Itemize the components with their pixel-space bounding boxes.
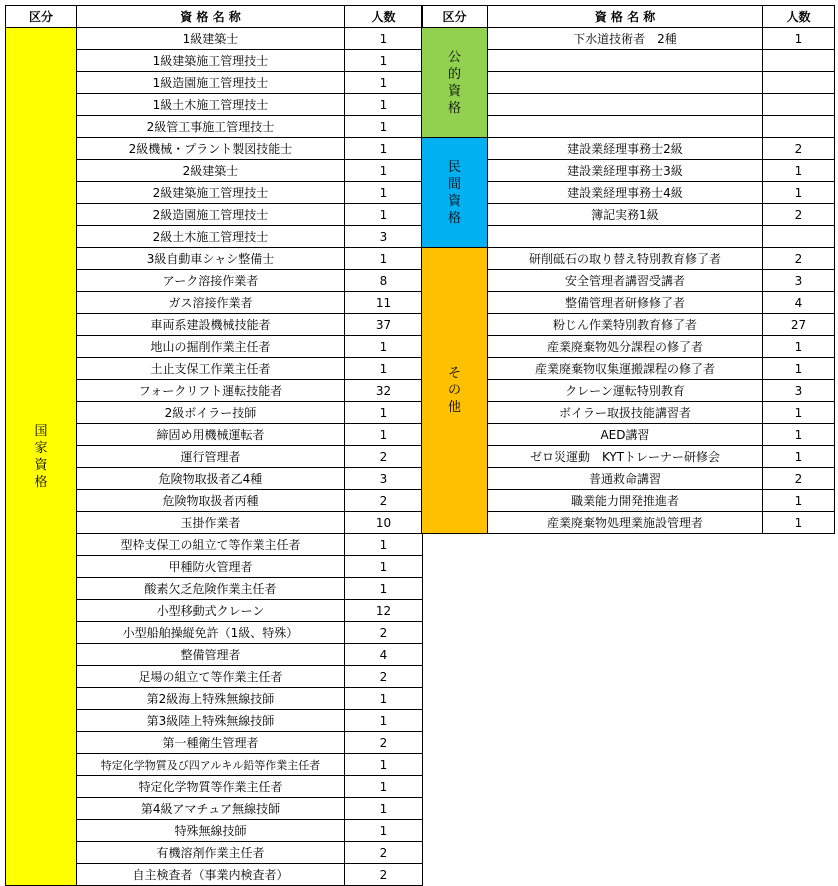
qualification-count: 8 xyxy=(344,269,423,292)
qualification-count: 1 xyxy=(344,27,423,50)
qualification-name: 車両系建設機械技能者 xyxy=(76,313,345,336)
qualification-count: 32 xyxy=(344,379,423,402)
qualification-name: 2級機械・プラント製図技能士 xyxy=(76,137,345,160)
qualification-name: 酸素欠乏危険作業主任者 xyxy=(76,577,345,600)
qualification-count: 1 xyxy=(762,357,835,380)
qualification-count: 37 xyxy=(344,313,423,336)
qualification-name: 粉じん作業特別教育修了者 xyxy=(487,313,763,336)
qualification-count: 1 xyxy=(762,423,835,446)
qualification-name: 産業廃棄物収集運搬課程の修了者 xyxy=(487,357,763,380)
qualification-count: 1 xyxy=(344,819,423,842)
qualification-name: 1級建築施工管理技士 xyxy=(76,49,345,72)
qualification-count: 2 xyxy=(344,665,423,688)
qualification-count: 1 xyxy=(344,335,423,358)
qualification-name: 2級建築士 xyxy=(76,159,345,182)
qualification-name xyxy=(487,49,763,72)
qualification-count: 4 xyxy=(762,291,835,314)
qualification-name: 型枠支保工の組立て等作業主任者 xyxy=(76,533,345,556)
qualification-name: 2級造園施工管理技士 xyxy=(76,203,345,226)
qualification-name: 1級土木施工管理技士 xyxy=(76,93,345,116)
qualification-count: 2 xyxy=(344,863,423,886)
qualification-name: 1級建築士 xyxy=(76,27,345,50)
qualification-name: ゼロ災運動 KYTトレーナー研修会 xyxy=(487,445,763,468)
qualification-count: 1 xyxy=(762,27,835,50)
qualification-name: 第4級アマチュア無線技師 xyxy=(76,797,345,820)
qualification-name: 建設業経理事務士4級 xyxy=(487,181,763,204)
qualification-name: 産業廃棄物処分課程の修了者 xyxy=(487,335,763,358)
qualification-count xyxy=(762,225,835,248)
qualification-name: 2級ボイラー技師 xyxy=(76,401,345,424)
qualification-count: 1 xyxy=(344,775,423,798)
qualification-name: 自主検査者（事業内検査者） xyxy=(76,863,345,886)
qualification-name: 特定化学物質及び四アルキル鉛等作業主任者 xyxy=(76,753,345,776)
qualification-name: フォークリフト運転技能者 xyxy=(76,379,345,402)
qualification-name: 下水道技術者 2種 xyxy=(487,27,763,50)
qualification-name: ボイラー取扱技能講習者 xyxy=(487,401,763,424)
qualification-name: 特定化学物質等作業主任者 xyxy=(76,775,345,798)
qualification-count: 1 xyxy=(344,709,423,732)
header-qualification: 資 格 名 称 xyxy=(487,5,763,28)
qualification-count: 10 xyxy=(344,511,423,534)
header-category: 区分 xyxy=(5,5,77,28)
header-qualification: 資 格 名 称 xyxy=(76,5,345,28)
qualification-count: 1 xyxy=(762,335,835,358)
qualification-count: 1 xyxy=(344,797,423,820)
header-count: 人数 xyxy=(344,5,423,28)
qualification-count: 2 xyxy=(344,841,423,864)
qualification-count: 2 xyxy=(344,445,423,468)
qualification-count: 2 xyxy=(762,203,835,226)
qualification-count: 1 xyxy=(762,489,835,512)
qualification-count: 3 xyxy=(762,379,835,402)
qualification-name: 甲種防火管理者 xyxy=(76,555,345,578)
qualification-count: 3 xyxy=(762,269,835,292)
qualification-name: 簿記実務1級 xyxy=(487,203,763,226)
qualification-count: 2 xyxy=(762,247,835,270)
qualification-count: 2 xyxy=(762,467,835,490)
category-cell-public: 公 的 資 格 xyxy=(421,27,488,138)
qualification-count: 1 xyxy=(344,423,423,446)
qualification-count xyxy=(762,49,835,72)
qualification-count: 27 xyxy=(762,313,835,336)
qualification-count: 1 xyxy=(344,533,423,556)
qualification-count: 1 xyxy=(344,71,423,94)
qualification-name xyxy=(487,71,763,94)
qualification-name: 小型移動式クレーン xyxy=(76,599,345,622)
qualification-name: 普通救命講習 xyxy=(487,467,763,490)
qualification-name: 整備管理者 xyxy=(76,643,345,666)
qualification-count: 1 xyxy=(344,137,423,160)
category-cell-national: 国 家 資 格 xyxy=(5,27,77,886)
qualification-count: 2 xyxy=(344,489,423,512)
qualification-count: 4 xyxy=(344,643,423,666)
qualification-name: 産業廃棄物処理業施設管理者 xyxy=(487,511,763,534)
qualification-name: 締固め用機械運転者 xyxy=(76,423,345,446)
qualification-name xyxy=(487,225,763,248)
qualification-name: 有機溶剤作業主任者 xyxy=(76,841,345,864)
qualification-name: 土止支保工作業主任者 xyxy=(76,357,345,380)
qualification-count: 1 xyxy=(344,555,423,578)
header-count: 人数 xyxy=(762,5,835,28)
qualification-name: 危険物取扱者丙種 xyxy=(76,489,345,512)
qualification-count: 1 xyxy=(344,115,423,138)
qualification-name: 3級自動車シャシ整備士 xyxy=(76,247,345,270)
qualification-count: 1 xyxy=(344,159,423,182)
qualification-count: 1 xyxy=(344,49,423,72)
qualification-count xyxy=(762,71,835,94)
qualification-count: 1 xyxy=(762,511,835,534)
category-cell-private: 民 間 資 格 xyxy=(421,137,488,248)
qualification-count: 1 xyxy=(344,247,423,270)
header-category: 区分 xyxy=(421,5,488,28)
qualification-count: 1 xyxy=(344,357,423,380)
qualification-name: 建設業経理事務士3級 xyxy=(487,159,763,182)
qualification-count: 1 xyxy=(762,401,835,424)
qualification-name xyxy=(487,115,763,138)
qualification-count: 12 xyxy=(344,599,423,622)
qualification-count: 1 xyxy=(344,401,423,424)
qualification-count: 1 xyxy=(344,577,423,600)
qualification-name: 安全管理者講習受講者 xyxy=(487,269,763,292)
category-cell-other: そ の 他 xyxy=(421,247,488,534)
qualification-count: 1 xyxy=(762,181,835,204)
qualification-count: 1 xyxy=(344,93,423,116)
qualification-name: 危険物取扱者乙4種 xyxy=(76,467,345,490)
qualification-count: 1 xyxy=(344,181,423,204)
qualification-name: 第一種衛生管理者 xyxy=(76,731,345,754)
qualification-count: 2 xyxy=(344,731,423,754)
qualification-name: AED講習 xyxy=(487,423,763,446)
qualification-name: 特殊無線技師 xyxy=(76,819,345,842)
qualification-count xyxy=(762,93,835,116)
qualification-name xyxy=(487,93,763,116)
qualification-name: 小型船舶操縦免許（1級、特殊） xyxy=(76,621,345,644)
qualification-name: 建設業経理事務士2級 xyxy=(487,137,763,160)
qualification-name: 運行管理者 xyxy=(76,445,345,468)
qualification-name: クレーン運転特別教育 xyxy=(487,379,763,402)
qualification-name: 1級造園施工管理技士 xyxy=(76,71,345,94)
qualification-name: 第3級陸上特殊無線技師 xyxy=(76,709,345,732)
qualification-count: 1 xyxy=(762,159,835,182)
qualification-count: 1 xyxy=(762,445,835,468)
qualification-name: アーク溶接作業者 xyxy=(76,269,345,292)
qualification-name: 地山の掘削作業主任者 xyxy=(76,335,345,358)
qualification-name: 研削砥石の取り替え特別教育修了者 xyxy=(487,247,763,270)
qualification-name: 2級建築施工管理技士 xyxy=(76,181,345,204)
qualification-count: 1 xyxy=(344,687,423,710)
qualification-count: 2 xyxy=(762,137,835,160)
qualification-name: 第2級海上特殊無線技師 xyxy=(76,687,345,710)
qualification-name: ガス溶接作業者 xyxy=(76,291,345,314)
qualification-name: 職業能力開発推進者 xyxy=(487,489,763,512)
qualification-count: 2 xyxy=(344,621,423,644)
qualification-count: 1 xyxy=(344,753,423,776)
qualification-count xyxy=(762,115,835,138)
qualification-name: 2級管工事施工管理技士 xyxy=(76,115,345,138)
qualification-name: 整備管理者研修修了者 xyxy=(487,291,763,314)
qualification-name: 足場の組立て等作業主任者 xyxy=(76,665,345,688)
qualification-name: 2級土木施工管理技士 xyxy=(76,225,345,248)
qualification-count: 3 xyxy=(344,467,423,490)
qualification-count: 1 xyxy=(344,203,423,226)
qualification-count: 11 xyxy=(344,291,423,314)
qualification-count: 3 xyxy=(344,225,423,248)
qualification-name: 玉掛作業者 xyxy=(76,511,345,534)
